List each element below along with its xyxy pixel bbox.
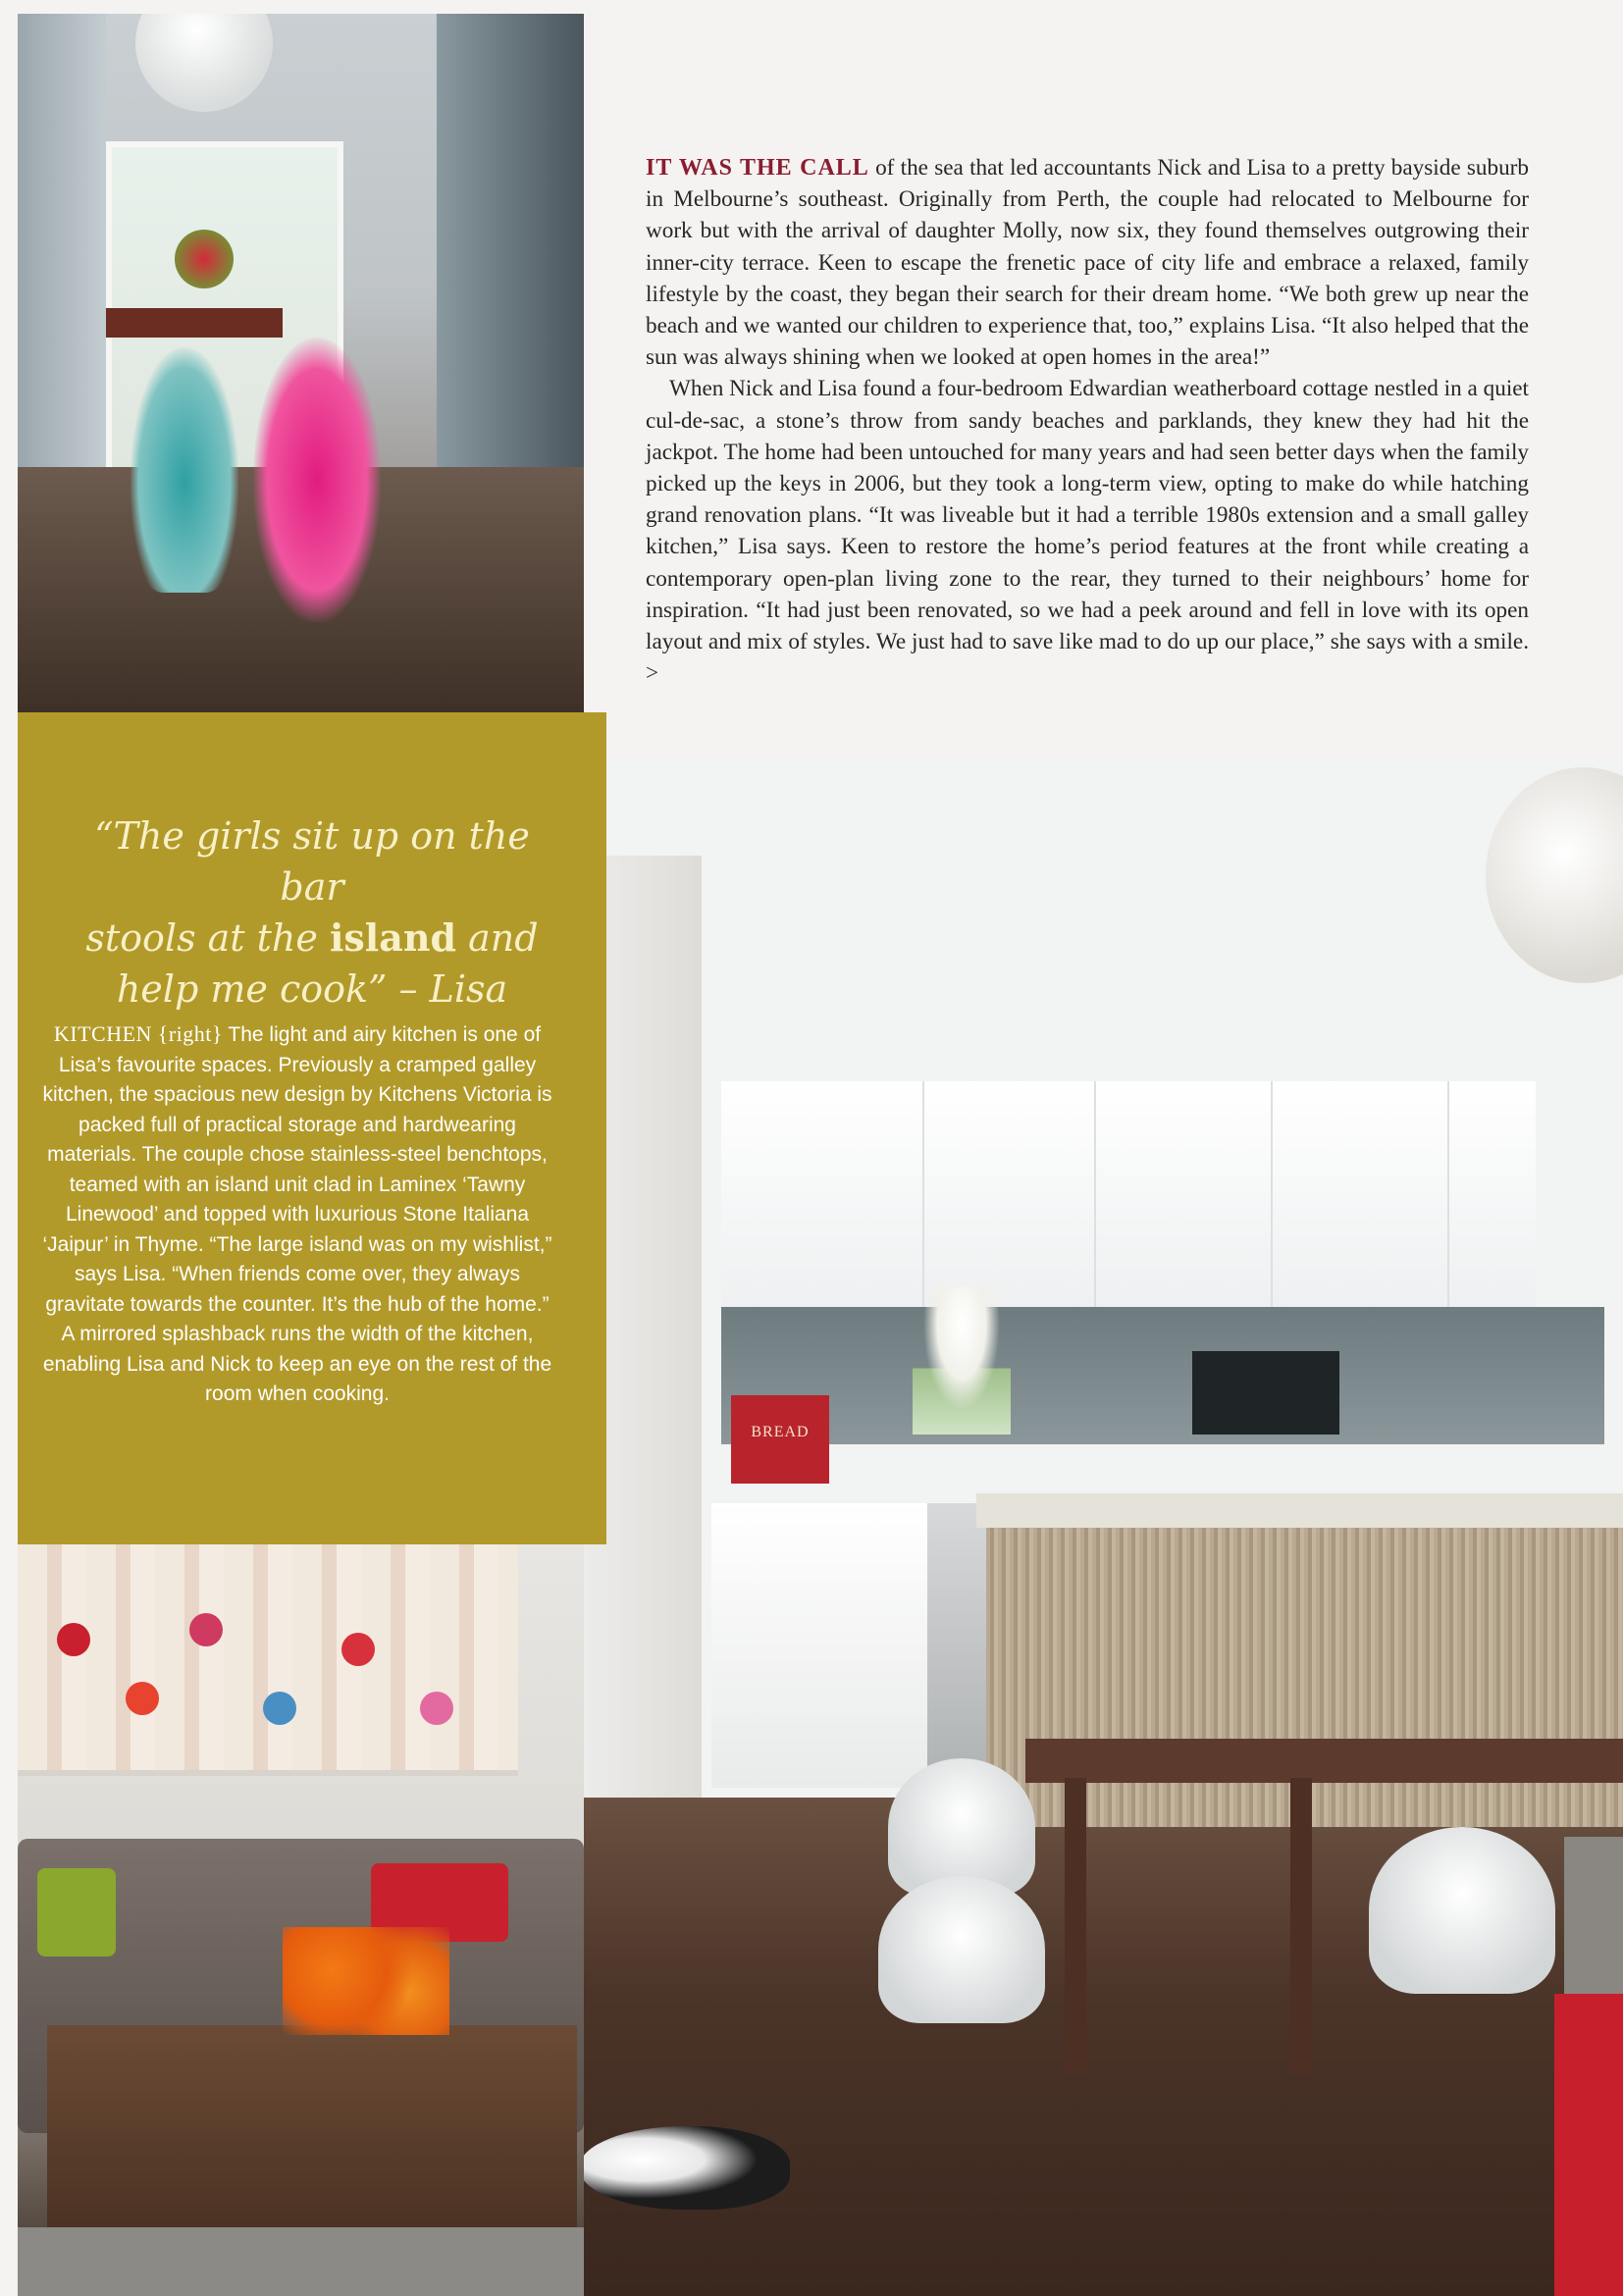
pull-quote-line3: help me cook” – Lisa xyxy=(116,967,508,1011)
article-paragraph-2: When Nick and Lisa found a four-bedroom Edwardian weatherboard cottage nestled in a quiet cul-de-sac, a stone’s throw from sandy beaches and parklands, they knew they had hit the jackpot. The home had been untouched for many years and had seen better days when the family picked up the keys in 2006, but they took a long-term view, opting to make do while hatching grand renovation plans. “It was liveable but it had a terrible 1980s extension and a small galley kitchen,” Lisa says. Keen to restore the home’s period features at the front while creating a contemporary open-plan living zone to the rear, they turned to their neighbours’ home for inspiration. “It had just been renovated, so we had a peek around and fell in love with its open layout and mix of styles. We just had to save like mad to do up our place,” she says with a smile. > xyxy=(646,376,1529,687)
pendant-lamp-image xyxy=(1486,767,1623,983)
cat-image xyxy=(584,2126,790,2210)
bread-bin-image xyxy=(731,1395,829,1484)
bread-bin-label: BREAD xyxy=(751,1424,810,1440)
girl-teal-dress-image xyxy=(131,347,238,593)
pull-quote-line2-end: and xyxy=(456,916,539,960)
hallway-photo xyxy=(18,14,584,712)
coffee-table-image xyxy=(47,2025,577,2241)
caption-direction: {right} xyxy=(157,1021,223,1046)
caption-label: KITCHEN xyxy=(53,1021,152,1046)
pull-quote-highlight: island xyxy=(329,915,457,960)
pull-quote-line2-start: stools at the xyxy=(85,916,330,960)
caption-text: The light and airy kitchen is one of Lisa’s favourite spaces. Previously a cramped galley kitchen, the spacious new design by Kitchens Victoria is packed full of practical storage and hardwearing materials. The couple chose stainless-steel benchtops, teamed with an island unit clad in Laminex ‘Tawny Linewood’ and topped with luxurious Stone Italiana ‘Jaipur’ in Thyme. “The large island was on my wishlist,” says Lisa. “When friends come over, they always gravitate towards the counter. It’s the hub of the home.” A mirrored splashback runs the width of the kitchen, enabling Lisa and Nick to keep an eye on the rest of the room when cooking. xyxy=(42,1023,552,1405)
mirrored-splashback-image xyxy=(721,1307,1604,1444)
article-lead-in: IT WAS THE CALL xyxy=(646,155,869,181)
upper-cabinets-image xyxy=(721,1081,1536,1307)
tulips-vase-image xyxy=(913,1287,1011,1435)
pull-quote-line2 xyxy=(57,913,567,964)
article-paragraph-1 xyxy=(646,152,1529,373)
girl-pink-dress-image xyxy=(253,338,381,622)
pull-quote xyxy=(57,810,567,1015)
dining-table-image xyxy=(1025,1739,1623,1783)
orange-orchids-image xyxy=(283,1927,449,2035)
article-paragraph-1-text: of the sea that led accountants Nick and Lisa to a pretty bayside suburb in Melbourne’s southeast. Originally from Perth, the couple had relocated to Melbourne for work but with the arrival of daughter Molly, now six, they found themselves outgrowing their inner-city terrace. Keen to escape the frenetic pace of city life and embrace a relaxed, family lifestyle by the coast, they began their search for their dream home. “We both grew up near the beach and we wanted our children to experience that, too,” explains Lisa. “It also helped that the sun was always shining when we looked at open homes in the area!” xyxy=(646,155,1529,371)
pull-quote-line1: “The girls sit up on the bar xyxy=(94,814,530,909)
article-body xyxy=(646,152,1529,689)
kitchen-caption xyxy=(37,1019,557,1410)
floral-artwork-image xyxy=(18,1544,518,1776)
sidebar-panel xyxy=(18,712,606,1544)
kitchen-photo xyxy=(584,757,1623,2296)
living-room-photo xyxy=(18,1544,584,2296)
pendant-lamp-image xyxy=(135,14,273,112)
